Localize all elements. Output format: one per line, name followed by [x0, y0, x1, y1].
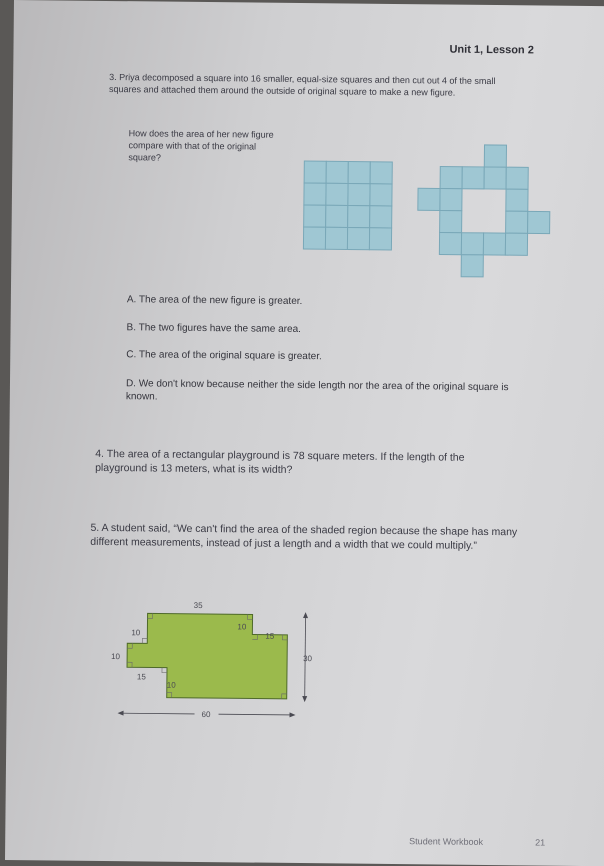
square-tile [304, 161, 326, 183]
square-tile [370, 206, 392, 228]
moved-tile-bottom [461, 255, 483, 277]
question-5-prompt: 5. A student said, “We can't find the area of the shaded region because the shape has many different measurements, instead of just a length and a width that we could multiply.” [90, 521, 518, 552]
option-d-text: We don't know because neither the side length nor the area of the original square is known. [125, 378, 509, 403]
square-tile [326, 183, 348, 205]
option-b[interactable] [127, 321, 507, 338]
option-d-letter: D. [125, 378, 137, 390]
square-tile [304, 205, 326, 227]
option-b-text: The two figures have the same area. [138, 322, 301, 336]
label-inner-top-10: 10 [237, 622, 247, 632]
new-figure [417, 144, 558, 275]
moved-tile-top [484, 145, 506, 167]
square-tile [370, 162, 392, 184]
workbook-page [5, 0, 604, 866]
option-c-text: The area of the original square is greater. [138, 349, 322, 363]
square-tile [484, 167, 506, 189]
shaded-region-figure [106, 593, 327, 725]
square-tile [505, 233, 527, 255]
option-a-letter: A. [126, 294, 137, 306]
square-tile [348, 162, 370, 184]
label-right-step-15: 15 [265, 631, 275, 641]
original-square-grid [303, 161, 392, 250]
lesson-header: Unit 1, Lesson 2 [449, 43, 534, 57]
square-tile [370, 184, 392, 206]
option-a[interactable] [127, 293, 507, 310]
option-c-letter: C. [126, 349, 137, 361]
original-square-figure [303, 161, 414, 252]
square-tile [506, 211, 528, 233]
square-tile [325, 227, 347, 249]
label-height-30: 30 [303, 654, 313, 664]
square-tile [440, 188, 462, 210]
square-tile [439, 232, 461, 254]
question-3-prompt: 3. Priya decomposed a square into 16 smaller, equal-size squares and then cut out 4 of the small squares and attached them around the outside of original square to make a new figure. [109, 72, 496, 98]
square-tile [440, 210, 462, 232]
square-tile [304, 183, 326, 205]
question-4-prompt: 4. The area of a rectangular playground is 78 square meters. If the length of the playground is 13 meters, what is its width? [95, 447, 465, 476]
square-tile [506, 167, 528, 189]
page-number: 21 [535, 837, 546, 848]
option-a-text: The area of the new figure is greater. [138, 294, 303, 308]
option-b-letter: B. [126, 322, 137, 334]
square-tile [348, 184, 370, 206]
square-tile [462, 167, 484, 189]
square-tile [483, 233, 505, 255]
label-top-35: 35 [193, 600, 203, 611]
option-d[interactable] [126, 377, 516, 407]
square-tile [506, 189, 528, 211]
shaded-region [127, 613, 288, 699]
square-tile [326, 161, 348, 183]
question-3-subprompt: How does the area of her new figure compare with that of the original square? [128, 128, 274, 163]
label-left-step-10: 10 [131, 628, 141, 638]
square-tile [440, 166, 462, 188]
label-bottom-step-15: 15 [136, 672, 146, 682]
square-tile [348, 206, 370, 228]
moved-tile-left [418, 188, 440, 210]
label-left-side-10: 10 [111, 652, 121, 662]
footer-title: Student Workbook [409, 836, 484, 847]
label-inner-bottom-10: 10 [166, 680, 176, 690]
square-tile [461, 233, 483, 255]
moved-tile-right [528, 211, 550, 233]
option-c[interactable] [126, 348, 506, 365]
label-width-60: 60 [201, 710, 211, 720]
square-tile [303, 227, 325, 249]
square-tile [326, 205, 348, 227]
square-tile [347, 228, 369, 250]
square-tile [369, 228, 391, 250]
